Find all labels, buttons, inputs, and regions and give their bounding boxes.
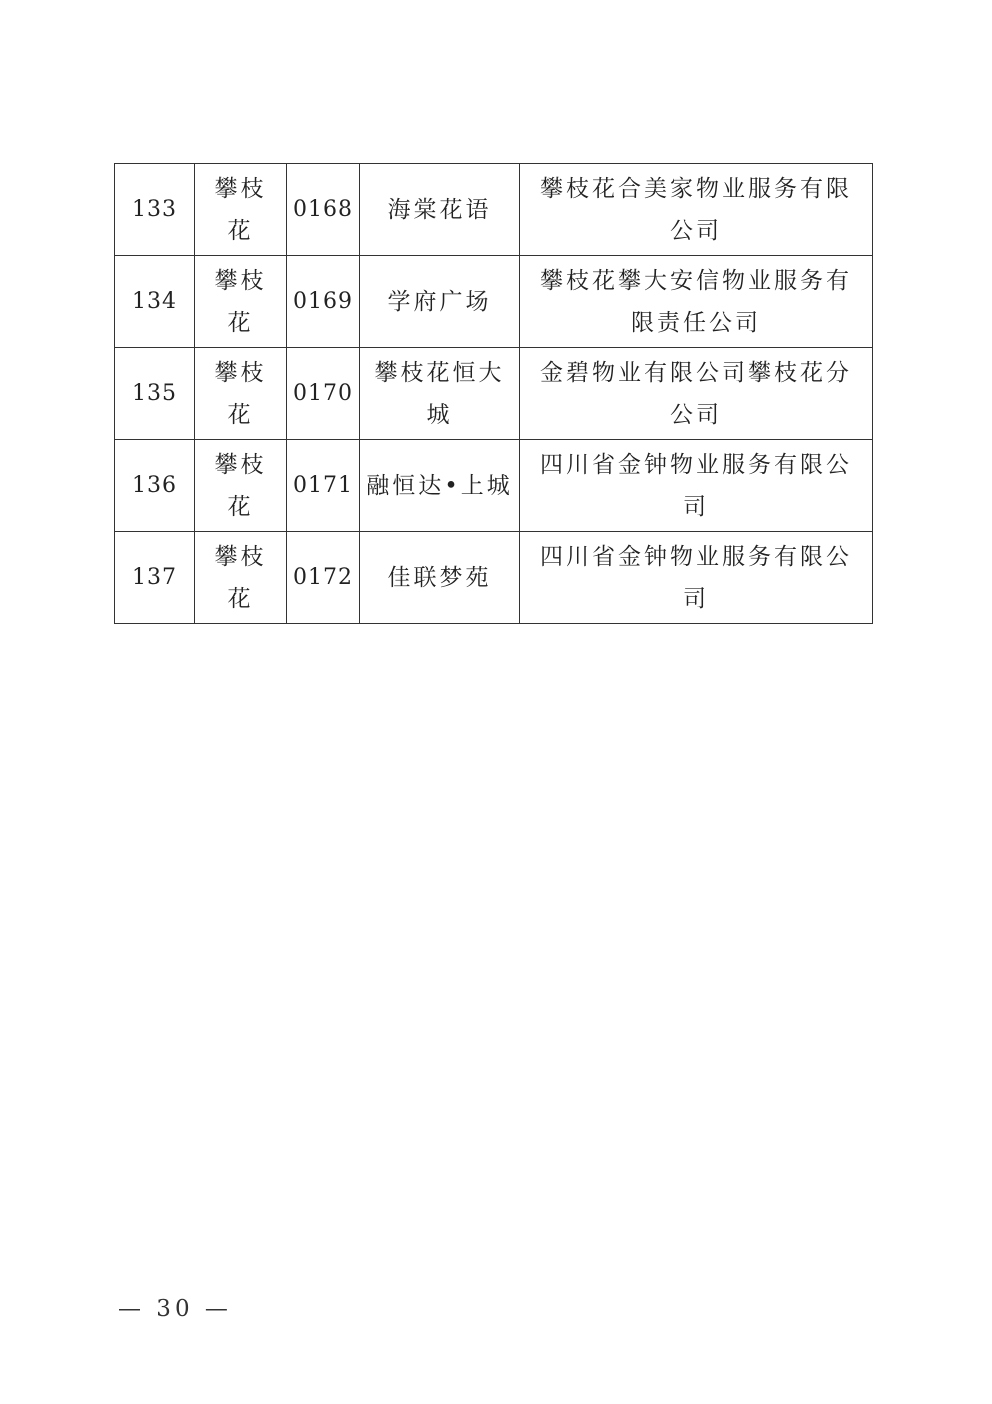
table-row bbox=[115, 440, 873, 532]
project-cell: 佳联梦苑 bbox=[360, 532, 520, 624]
row-index: 136 bbox=[115, 440, 195, 532]
city-cell: 攀枝花 bbox=[195, 532, 287, 624]
property-table bbox=[114, 163, 873, 624]
company-cell: 攀枝花合美家物业服务有限公司 bbox=[520, 164, 873, 256]
city-cell: 攀枝花 bbox=[195, 164, 287, 256]
city-cell: 攀枝花 bbox=[195, 440, 287, 532]
page-number: — 30 — bbox=[118, 1296, 232, 1322]
code-cell: 0170 bbox=[287, 348, 360, 440]
row-index: 134 bbox=[115, 256, 195, 348]
table-row bbox=[115, 532, 873, 624]
code-cell: 0169 bbox=[287, 256, 360, 348]
company-cell: 攀枝花攀大安信物业服务有限责任公司 bbox=[520, 256, 873, 348]
row-index: 133 bbox=[115, 164, 195, 256]
code-cell: 0168 bbox=[287, 164, 360, 256]
table-row bbox=[115, 348, 873, 440]
table-row bbox=[115, 164, 873, 256]
company-cell: 四川省金钟物业服务有限公司 bbox=[520, 532, 873, 624]
row-index: 137 bbox=[115, 532, 195, 624]
company-cell: 四川省金钟物业服务有限公司 bbox=[520, 440, 873, 532]
table-row bbox=[115, 256, 873, 348]
city-cell: 攀枝花 bbox=[195, 348, 287, 440]
company-cell: 金碧物业有限公司攀枝花分公司 bbox=[520, 348, 873, 440]
row-index: 135 bbox=[115, 348, 195, 440]
project-cell: 海棠花语 bbox=[360, 164, 520, 256]
city-cell: 攀枝花 bbox=[195, 256, 287, 348]
code-cell: 0171 bbox=[287, 440, 360, 532]
project-cell: 攀枝花恒大城 bbox=[360, 348, 520, 440]
project-cell: 学府广场 bbox=[360, 256, 520, 348]
code-cell: 0172 bbox=[287, 532, 360, 624]
project-cell: 融恒达•上城 bbox=[360, 440, 520, 532]
